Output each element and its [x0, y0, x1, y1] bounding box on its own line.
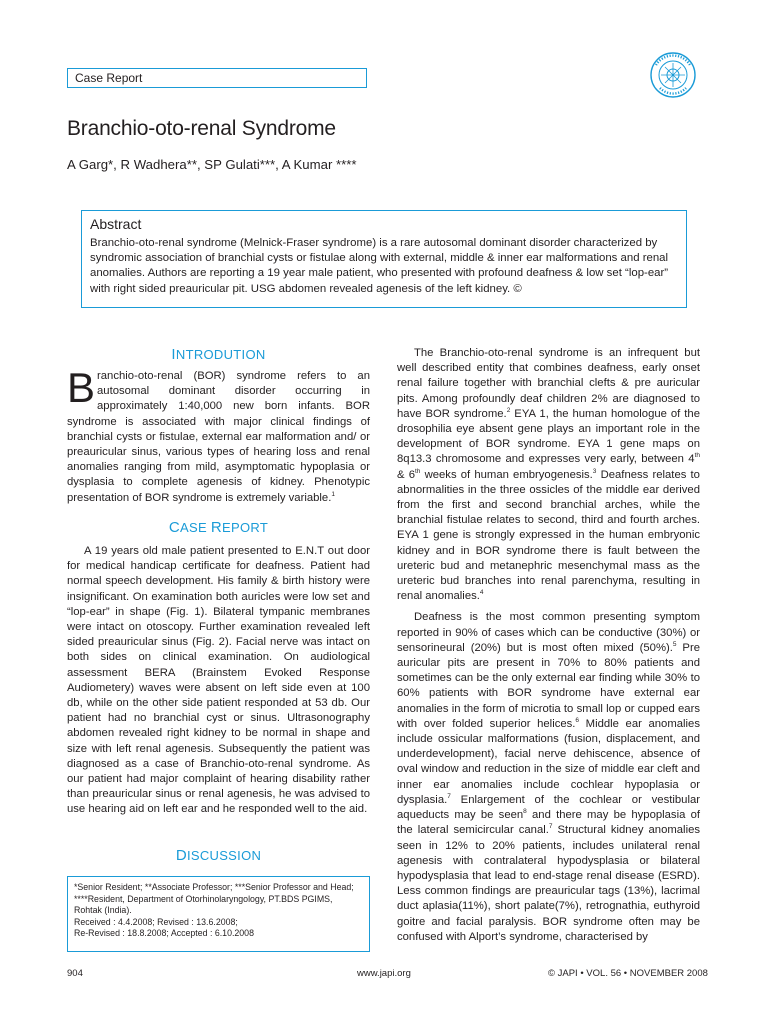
introduction-heading: INTRODUTION	[171, 346, 266, 363]
introduction-body: Branchio-oto-renal (BOR) syndrome refers to an autosomal dominant disorder occurring in approximately 1:40,000 new born infants. BOR syndrome is associated with major clinical findings of branchial cysts or fistulae, external ear malformation and/ or preauricular sinus, various types of hearing loss and renal anomalies ranging from mild, asymptomatic hypoplasia or dysplasia to complete agenesis of kidney. Phenotypic presentation of BOR syndrome is extremely variable.$^1$	[67, 364, 370, 504]
article-title: Branchio-oto-renal Syndrome	[67, 117, 336, 140]
author-list: A Garg*, R Wadhera**, SP Gulati***, A Kumar ****	[67, 157, 357, 172]
discussion-paragraph: Deafness is the most common presenting symptom reported in 90% of cases which can be conductive (30%) or sensorineural (20%) but is most often mixed (50%).$^5$ Pre auricular pits are present in 70% to 80% patients and sometimes can be the only external ear finding while 30% to 60% patients with BOR syndrome have external ear anomalies in the form of microtia to small lop or cupped ears with over folded superior helices.$^6$ Middle ear anomalies include ossicular malformations (fusion, displacement, and underdevelopment), facial nerve dehiscence, absence of oval window and reduction in the size of middle ear cleft and inner ear anomalies include cochlear hypoplasia or dysplasia.$^7$ Enlargement of the cochlear or vestibular aqueducts may be seen$^8$ and there may be hypoplasia of the lateral semicircular canal.$^7$ Structural kidney anomalies seen in 12% to 20% patients, includes unilateral renal agenesis with contralateral hypodysplasia or bilateral hypodysplasia that lead to end-stage renal disease (ESRD). Less common findings are preauricular tags (13%), lacrimal duct aplasia(11%), short palate(7%), retrognathia, euthyroid goitre and facial paralysis. BOR syndrome often may be confused with Alport’s syndrome, characterised by	[397, 611, 701, 943]
abstract-box	[81, 210, 687, 308]
abstract-text: Branchio-oto-renal syndrome (Melnick-Fraser syndrome) is a rare autosomal dominant disorder characterized by syndromic association of branchial cysts or fistulae along with external, middle & inner ear malformations and renal anomalies. Authors are reporting a 19 year male patient, who presented with profound deafness & low set “lop-ear” with right sided preauricular pit. USG abdomen revealed agenesis of the left kidney. ©	[90, 237, 669, 295]
discussion-body	[397, 346, 700, 945]
article-type-label: Case Report	[67, 68, 367, 88]
page-number: 904	[67, 968, 83, 979]
association-logo	[648, 50, 698, 100]
abstract-heading: Abstract	[90, 216, 142, 232]
case-report-body: A 19 years old male patient presented to E.N.T out door for medical handicap certificate for deafness. Patient had normal speech development. His family & birth history were insignificant. On examination both auricles were low set and “lop-ear” in shape (Fig. 1). Bilateral tympanic membranes were intact on otoscopy. Further examination revealed left sided preauricular sinus (Fig. 2). Facial nerve was intact on both sides on clinical examination. On audiological assessment BERA (Brainstem Evoked Response Audiometery) waves were absent on left side even at 100 db, while on the other side patient responded at 53 db. Our patient had no branchial cyst or sinus. Ultrasonography abdomen revealed right kidney to be normal in shape and size with left renal agenesis. Subsequently the patient was diagnosed as a case of Branchio-oto-renal syndrome. As our patient had major complaint of hearing disability rather than preauricular sinus or renal agenesis, he was advised to use hearing aid on left ear and he responded well to the aid.	[67, 545, 370, 816]
author-affiliation-footnote: *Senior Resident; **Associate Professor; ***Senior Professor and Head; ****Resident, Department of Otorhinolaryngology, PT.BDS PGIMS, Rohtak (India). Received : 4.4.2008; Revised : 13.6.2008; Re-Revised : 18.8.2008; Accepted : 6.10.2008	[67, 876, 370, 952]
journal-citation: © JAPI • VOL. 56 • NOVEMBER 2008	[548, 968, 708, 979]
discussion-paragraph: The Branchio-oto-renal syndrome is an infrequent but well described entity that combines deafness, early onset renal failure together with branchial clefts & pre auricular pits. Among profoundly deaf children 2% are diagnosed to have BOR syndrome.$^2$ EYA 1, the human homologue of the drosophilia eye absent gene plays an important role in the development of BOR syndrome. EYA 1 gene maps on 8q13.3 chromosome and expresses very early, between 4th & 6th weeks of human embryogenesis.$^3$ Deafness relates to abnormalities in the three ossicles of the middle ear derived from the first and second branchial arches, while the branchial fistulae relates to second, third and fourth arches. EYA 1 gene is strongly expressed in the human embryonic kidney and in BOR syndrome there is fault between the ureteric bud and metanephric mesenchymal mass as the ureteric bud branches into renal parenchyma, resulting in renal anomalies.$^4$	[397, 347, 701, 603]
case-report-heading: CASE REPORT	[168, 519, 269, 536]
dropcap: B	[67, 364, 96, 411]
journal-url[interactable]: www.japi.org	[357, 968, 411, 979]
discussion-heading: DISCUSSION	[175, 847, 262, 864]
